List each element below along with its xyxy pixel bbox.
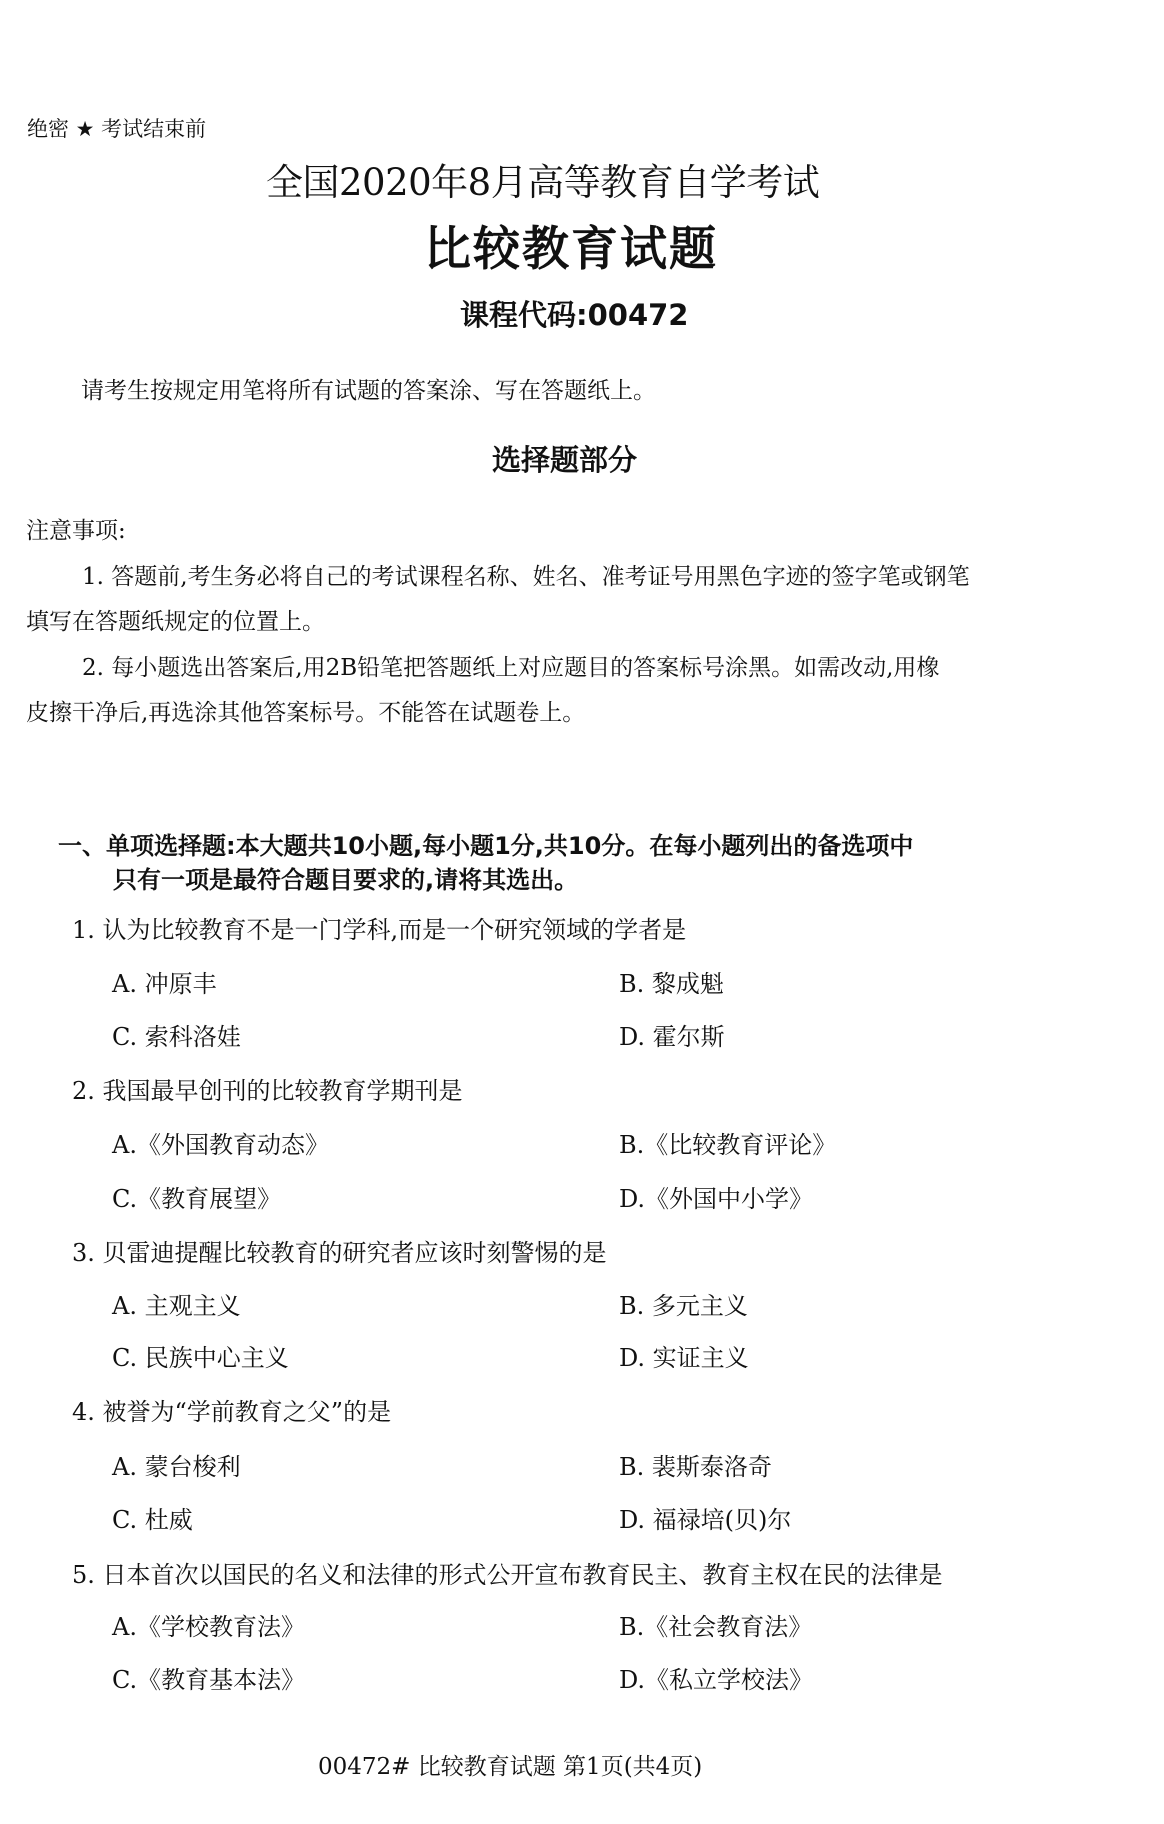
exam-title: 全国2020年8月高等教育自学考试 [266,161,820,204]
question-1-option-d: D. 霍尔斯 [619,1023,725,1051]
question-5-option-b: B.《社会教育法》 [619,1613,813,1641]
question-5-option-a: A.《学校教育法》 [112,1613,305,1641]
question-5-stem: 5. 日本首次以国民的名义和法律的形式公开宣布教育民主、教育主权在民的法律是 [72,1561,943,1589]
question-1-option-a: A. 冲原丰 [112,970,217,998]
section-heading-line-1: 一、单项选择题:本大题共10小题,每小题1分,共10分。在每小题列出的备选项中 [58,832,914,860]
general-instruction: 请考生按规定用笔将所有试题的答案涂、写在答题纸上。 [81,378,656,404]
question-3-stem: 3. 贝雷迪提醒比较教育的研究者应该时刻警惕的是 [72,1239,607,1267]
question-1-stem: 1. 认为比较教育不是一门学科,而是一个研究领域的学者是 [72,916,687,944]
note-1-line-1: 1. 答题前,考生务必将自己的考试课程名称、姓名、准考证号用黑色字迹的签字笔或钢笔 [82,564,970,590]
question-3-option-b: B. 多元主义 [619,1292,748,1320]
question-1-option-b: B. 黎成魁 [619,970,724,998]
question-2-option-d: D.《外国中小学》 [619,1185,814,1213]
question-4-option-d: D. 福禄培(贝)尔 [619,1506,792,1534]
question-2-stem: 2. 我国最早创刊的比较教育学期刊是 [72,1077,463,1105]
question-5-option-d: D.《私立学校法》 [619,1666,814,1694]
confidential-mark: 绝密 ★ 考试结束前 [27,117,207,141]
question-3-option-c: C. 民族中心主义 [112,1344,289,1372]
notes-label: 注意事项: [26,518,126,544]
note-2-line-2: 皮擦干净后,再选涂其他答案标号。不能答在试题卷上。 [26,700,586,726]
subject-title: 比较教育试题 [424,222,718,277]
question-2-option-c: C.《教育展望》 [112,1185,282,1213]
course-code: 课程代码:00472 [460,298,689,332]
question-3-option-a: A. 主观主义 [112,1292,241,1320]
question-2-option-a: A.《外国教育动态》 [112,1131,329,1159]
note-2-line-1: 2. 每小题选出答案后,用2B铅笔把答题纸上对应题目的答案标号涂黑。如需改动,用橡 [82,655,940,681]
question-2-option-b: B.《比较教育评论》 [619,1131,837,1159]
question-4-option-a: A. 蒙台梭利 [112,1453,241,1481]
page-footer: 00472# 比较教育试题 第1页(共4页) [318,1754,703,1780]
question-4-stem: 4. 被誉为“学前教育之父”的是 [72,1398,392,1426]
question-1-option-c: C. 索科洛娃 [112,1023,241,1051]
question-4-option-c: C. 杜威 [112,1506,193,1534]
question-5-option-c: C.《教育基本法》 [112,1666,306,1694]
part-title: 选择题部分 [492,443,638,477]
section-heading-line-2: 只有一项是最符合题目要求的,请将其选出。 [113,866,579,894]
question-3-option-d: D. 实证主义 [619,1344,749,1372]
question-4-option-b: B. 裴斯泰洛奇 [619,1453,772,1481]
note-1-line-2: 填写在答题纸规定的位置上。 [26,609,325,635]
